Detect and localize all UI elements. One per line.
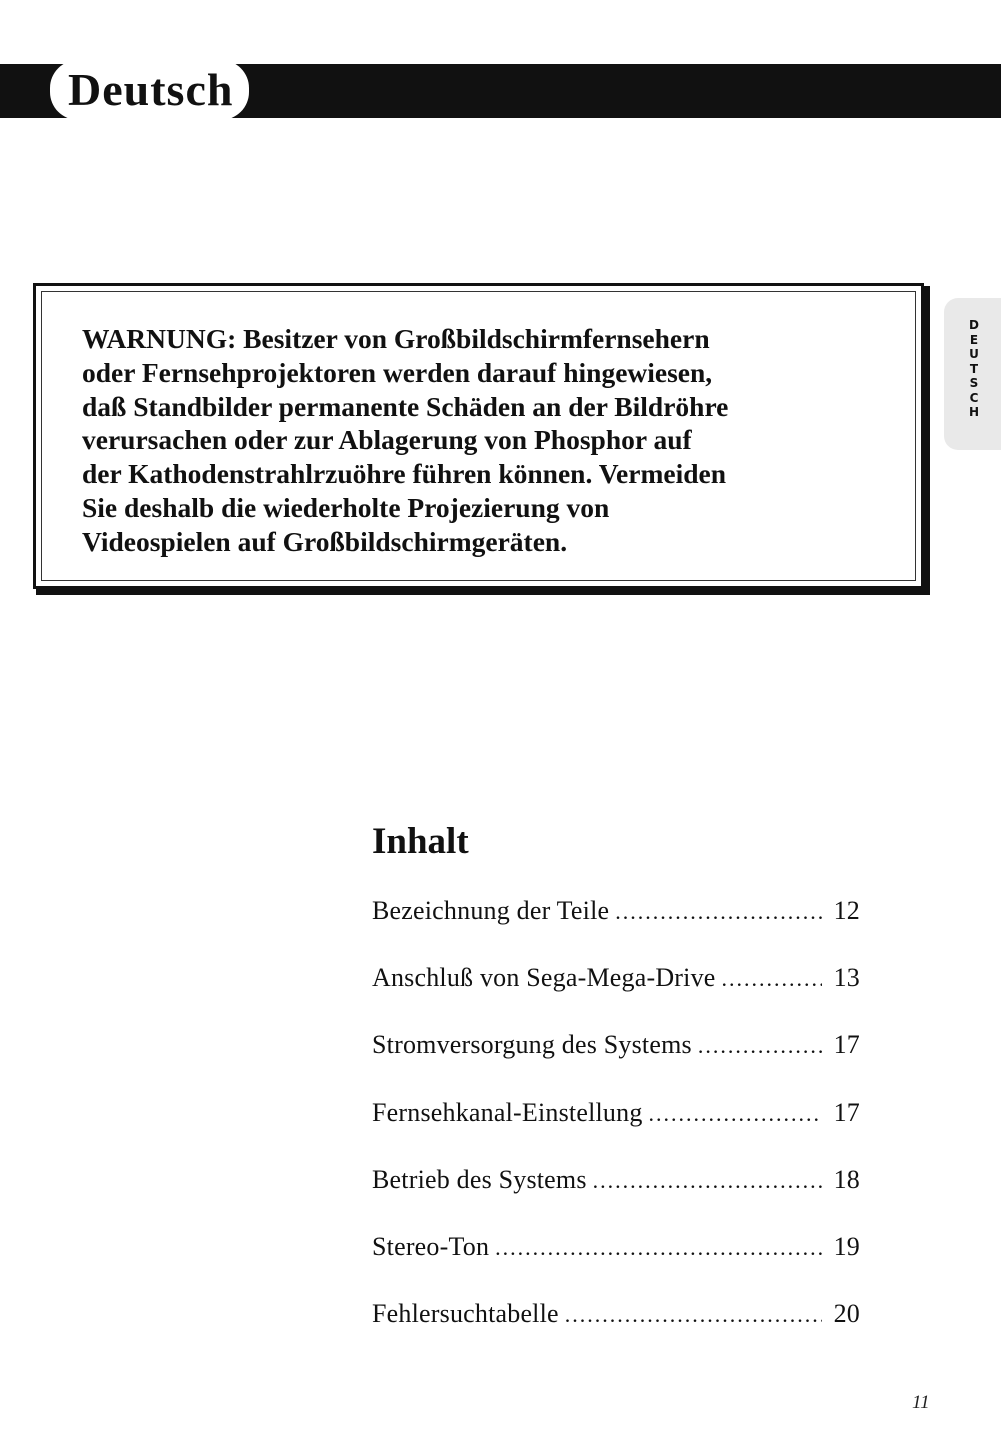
contents-item-page: 17: [833, 1097, 860, 1127]
contents-item-label: Stromversorgung des Systems: [372, 1030, 692, 1060]
contents-item-page: 19: [833, 1231, 860, 1261]
contents-item: [372, 1232, 860, 1299]
contents-item-leader: [565, 1302, 822, 1328]
warning-box-shadow-right: [924, 286, 930, 595]
contents-item-label: Stereo-Ton: [372, 1231, 490, 1261]
page-number: 11: [912, 1392, 930, 1413]
warning-text: WARNUNG: Besitzer von Großbildschirmfernsehern oder Fernsehprojektoren werden darauf hingewiesen, daß Standbilder permanente Schäden an der Bildröhre verursachen oder zur Ablagerung von Phosphor auf der Kathodenstrahlrzuöhre führen können. Vermeiden Sie deshalb die wiederholte Projezierung von Videospielen auf Großbildschirmgeräten.: [82, 323, 729, 557]
contents-item-label: Betrieb des Systems: [372, 1164, 587, 1194]
header-tab: [50, 60, 249, 120]
contents-item-leader: [615, 899, 822, 925]
contents-item-leader: [495, 1235, 822, 1261]
contents-item-page: 13: [833, 963, 860, 993]
contents-item-leader: [593, 1168, 822, 1194]
contents-item-leader: [698, 1033, 822, 1059]
contents-item-label: Anschluß von Sega-Mega-Drive: [372, 963, 716, 993]
contents-title: Inhalt: [372, 821, 469, 862]
contents-item-label: Bezeichnung der Teile: [372, 896, 610, 925]
contents-item: [372, 1098, 860, 1165]
contents-list: [372, 896, 860, 1366]
page-title: Deutsch: [68, 64, 234, 115]
contents-item-label: Fehlersuchtabelle: [372, 1299, 559, 1329]
contents-item: [372, 963, 860, 1030]
contents-item-label: Fernsehkanal-Einstellung: [372, 1097, 643, 1127]
contents-item-leader: [649, 1101, 822, 1127]
contents-item: [372, 896, 860, 963]
contents-item-leader: [722, 966, 822, 992]
contents-item-page: 18: [833, 1164, 860, 1194]
contents-item-page: 17: [833, 1030, 860, 1060]
contents-item: [372, 1299, 860, 1366]
contents-item: [372, 1030, 860, 1097]
warning-box-shadow-bottom: [36, 589, 930, 595]
contents-item-page: 12: [833, 896, 860, 925]
language-side-tab-label: DEUTSCH: [968, 318, 980, 419]
contents-item: [372, 1165, 860, 1232]
contents-item-page: 20: [833, 1299, 860, 1329]
